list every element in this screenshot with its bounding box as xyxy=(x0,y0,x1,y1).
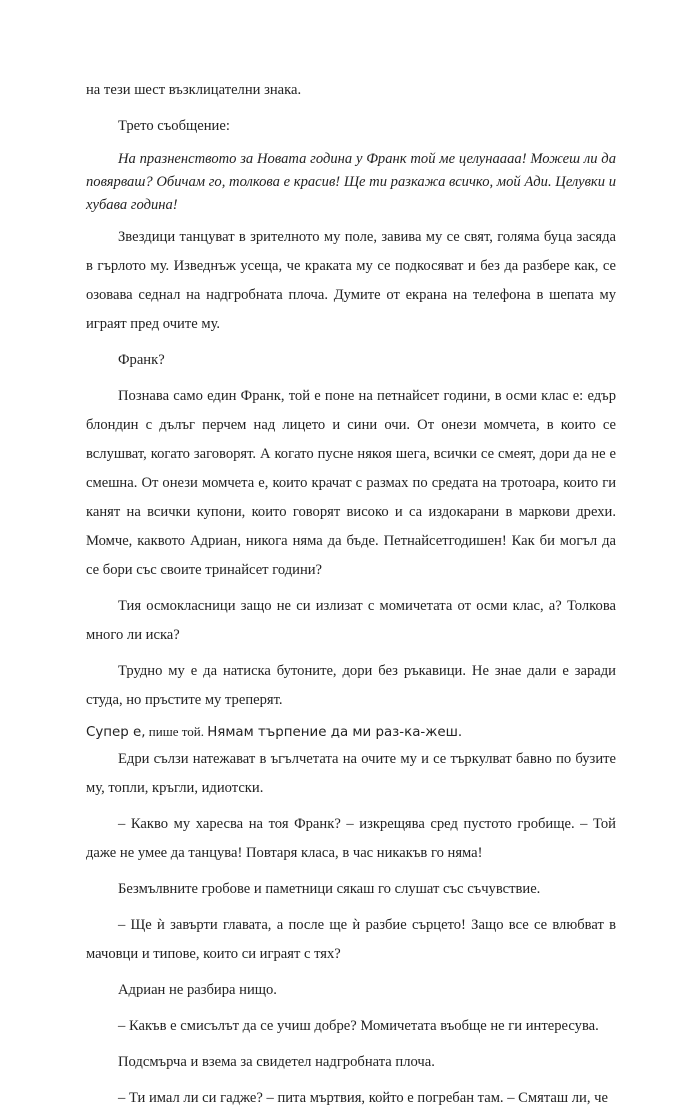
sms-message: На празненството за Новата година у Франк той ме целунаааа! Можеш ли да повярваш? Обичам го, толкова е красив! Ще ти разкажа всичко, мой Ади. Целувки и хубава година! xyxy=(86,151,616,213)
paragraph: Адриан не разбира нищо. xyxy=(118,982,277,998)
paragraph: Подсмърча и взема за свидетел надгробната плоча. xyxy=(118,1054,435,1070)
sms-reply xyxy=(86,722,616,743)
paragraph: Едри сълзи натежават в ъгълчетата на очите му и се търкулват бавно по бузите му, топли, кръгли, идиотски. xyxy=(86,751,616,796)
paragraph: – Какъв е смисълът да се учиш добре? Момичетата въобще не ги интересува. xyxy=(118,1018,599,1034)
sms-reply-narration: пише той. xyxy=(145,724,208,739)
sms-reply-part2: Нямам търпение да ми раз-ка-жеш. xyxy=(207,725,463,740)
paragraph: – Ще ѝ завърти главата, а после ще ѝ разбие сърцето! Защо все се влюбват в мачовци и типове, които си играят с тях? xyxy=(86,917,616,962)
paragraph: Тия осмокласници защо не си излизат с момичетата от осми клас, а? Толкова много ли иска? xyxy=(86,598,616,643)
paragraph: Франк? xyxy=(118,352,165,368)
page-text xyxy=(86,76,616,1120)
paragraph: Познава само един Франк, той е поне на петнайсет години, в осми клас е: едър блондин с дълъг перчем над лицето и сини очи. От онези момчета, в които се вслушват, когато заговорят. А когато пусне някоя шега, всички се смеят, дори да не е смешна. От онези момчета е, които крачат с размах по средата на тротоара, които ги канят на всички купони, които говорят високо и са издокарани в маркови дрехи. Момче, каквото Адриан, никога няма да бъде. Петнайсетгодишен! Как би могъл да се бори със своите тринайсет години? xyxy=(86,388,616,578)
paragraph: на тези шест възклицателни знака. xyxy=(86,82,302,98)
paragraph: – Ти имал ли си гадже? – пита мъртвия, който е погребан там. – Смяташ ли, че xyxy=(118,1090,608,1106)
paragraph: Трето съобщение: xyxy=(118,118,230,134)
paragraph: Безмълвните гробове и паметници сякаш го слушат със съчувствие. xyxy=(118,881,541,897)
paragraph: Звездици танцуват в зрителното му поле, завива му се свят, голяма буца засяда в гърлото му. Изведнъж усеща, че краката му се подкосяват и без да разбере как, се озовава седнал на надгробната плоча. Думите от екрана на телефона в шепата му играят пред очите му. xyxy=(86,229,616,332)
sms-reply-part1: Супер е, xyxy=(86,725,146,740)
paragraph: – Какво му харесва на тоя Франк? – изкрещява сред пустото гробище. – Той даже не умее да танцува! Повтаря класа, в час никакъв го няма! xyxy=(86,816,616,861)
paragraph: Трудно му е да натиска бутоните, дори без ръкавици. Не знае дали е заради студа, но пръстите му треперят. xyxy=(86,663,616,708)
